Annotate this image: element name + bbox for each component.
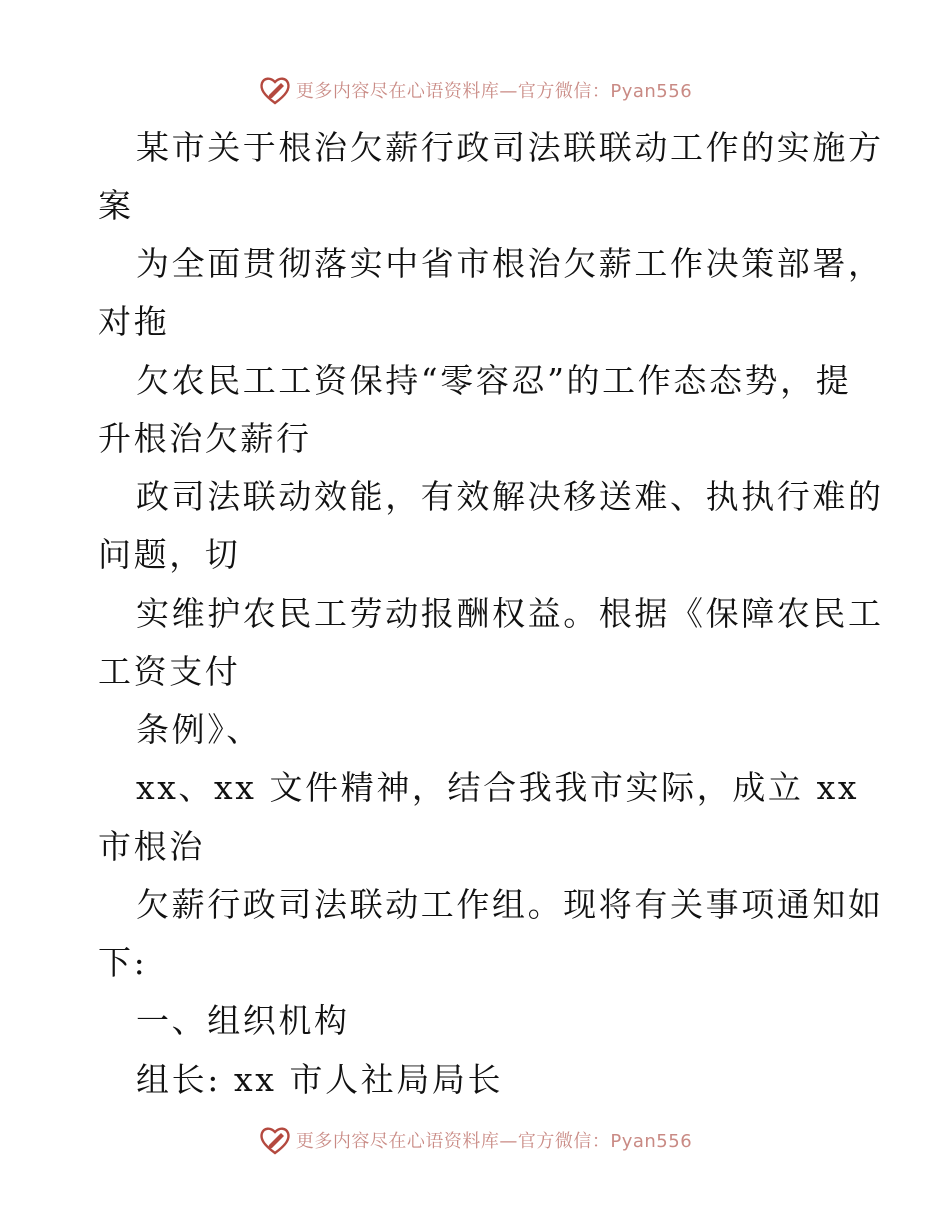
doc-paragraph-line: 市根治 bbox=[98, 827, 205, 866]
doc-paragraph-line: 为全面贯彻落实中省市根治欠薪工作决策部署， bbox=[136, 244, 884, 283]
section-heading: 一、组织机构 bbox=[136, 1001, 350, 1040]
doc-paragraph-line: 条例》、 bbox=[136, 710, 262, 749]
watermark-banner-top bbox=[0, 70, 950, 110]
watermark-text: 更多内容尽在心语资料库—官方微信：Pyan556 bbox=[295, 81, 693, 102]
doc-paragraph-line: 升根治欠薪行 bbox=[98, 419, 312, 458]
doc-paragraph-line: 工资支付 bbox=[98, 652, 241, 691]
doc-title-line-cont: 案 bbox=[98, 186, 134, 225]
doc-title-line: 某市关于根治欠薪行政司法联联动工作的实施方 bbox=[136, 128, 884, 167]
doc-paragraph-line: 对拖 bbox=[98, 302, 170, 341]
heart-pen-logo-icon bbox=[258, 1123, 292, 1157]
doc-paragraph-line: 问题，切 bbox=[98, 535, 241, 574]
watermark-text: 更多内容尽在心语资料库—官方微信：Pyan556 bbox=[295, 1131, 693, 1152]
doc-paragraph-line: 下: bbox=[98, 943, 148, 982]
heart-pen-logo-icon bbox=[258, 73, 292, 107]
doc-paragraph-line: 欠农民工工资保持“零容忍”的工作态态势，提 bbox=[136, 361, 852, 400]
watermark-banner-bottom bbox=[0, 1120, 950, 1160]
doc-paragraph-line: 欠薪行政司法联动工作组。现将有关事项通知如 bbox=[136, 885, 884, 924]
doc-paragraph-line: 组长: xx 市人社局局长 bbox=[136, 1060, 504, 1099]
doc-paragraph-line: xx、xx 文件精神，结合我我市实际，成立 xx bbox=[136, 768, 860, 807]
doc-paragraph-line: 实维护农民工劳动报酬权益。根据《保障农民工 bbox=[136, 594, 884, 633]
doc-paragraph-line: 政司法联动效能，有效解决移送难、执执行难的 bbox=[136, 477, 884, 516]
